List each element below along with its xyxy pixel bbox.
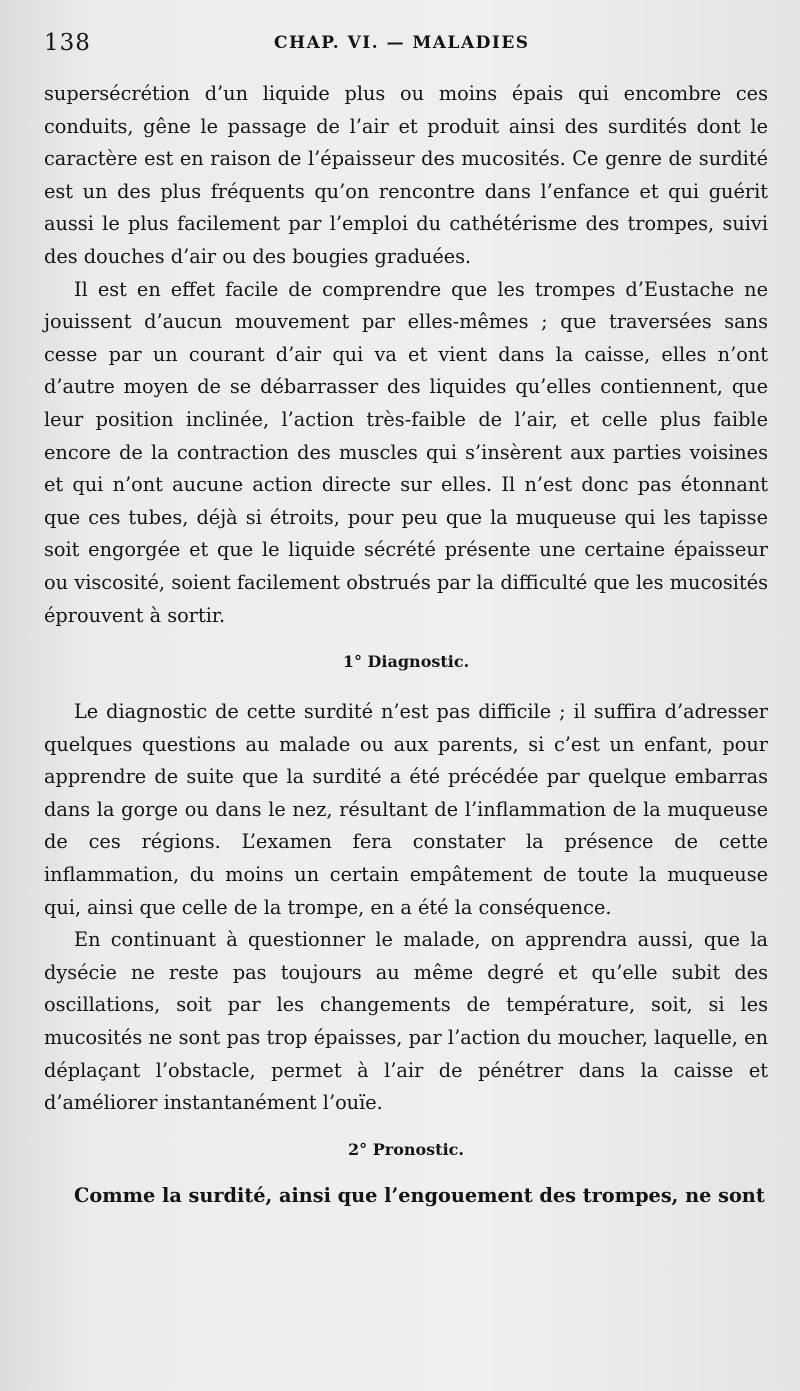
paragraph-continuation: supersécrétion d’un liquide plus ou moins épais qui encombre ces conduits, gêne le passage de l’air et produit ainsi des surdités dont le caractère est en raison de l’épaisseur des mucosités. Ce genre de surdité est un des plus fréquents qu’on rencontre dans l’enfance et qui guérit aussi le plus facilement par l’emploi du cathétérisme des trompes, suivi des douches d’air ou des bougies graduées.	[44, 82, 768, 268]
section-heading-diagnostic: 1° Diagnostic.	[342, 652, 470, 672]
section-heading-pronostic: 2° Pronostic.	[348, 1139, 464, 1159]
running-head	[44, 30, 784, 60]
paragraph-eustache: Il est en effet facile de comprendre que les trompes d’Eustache ne jouissent d’aucun mouvement par elles-mêmes ; que traversées sans cesse par un courant d’air qui va et vient dans la caisse, elles n’ont d’autre moyen de se débarrasser des liquides qu’elles contiennent, que leur position inclinée, l’action très-faible de l’air, et celle plus faible encore de la contraction des muscles qui s’insèrent aux parties voisines et qui n’ont aucune action directe sur elles. Il n’est donc pas étonnant que ces tubes, déjà si étroits, pour peu que la muqueuse qui les tapisse soit engorgée et que le liquide sécrété présente une certaine épaisseur ou viscosité, soient facilement obstrués par la difficulté que les mucosités éprouvent à sortir.	[44, 277, 768, 627]
paragraph-diagnostic: Le diagnostic de cette surdité n’est pas difficile ; il suffira d’adresser quelques questions au malade ou aux parents, si c’est un enfant, pour apprendre de suite que la surdité a été précédée par quelque embarras dans la gorge ou dans le nez, résultant de l’inflammation de la muqueuse de ces régions. L’examen fera constater la présence de cette inflammation, du moins un certain empâtement de toute la muqueuse qui, ainsi que celle de la trompe, en a été la conséquence.	[44, 700, 768, 919]
body-text	[44, 78, 768, 1212]
chapter-title: CHAP. VI. — MALADIES	[274, 33, 530, 53]
paragraph-pronostic: Comme la surdité, ainsi que l’engouement des trompes, ne sont	[74, 1183, 765, 1207]
paragraph-questioning: En continuant à questionner le malade, on apprendra aussi, que la dysécie ne reste pas toujours au même degré et qu’elle subit des oscillations, soit par les changements de température, soit, si les mucosités ne sont pas trop épaisses, par l’action du moucher, laquelle, en déplaçant l’obstacle, permet à l’air de pénétrer dans la caisse et d’améliorer instantanément l’ouïe.	[44, 928, 768, 1115]
page-number: 138	[44, 30, 91, 56]
